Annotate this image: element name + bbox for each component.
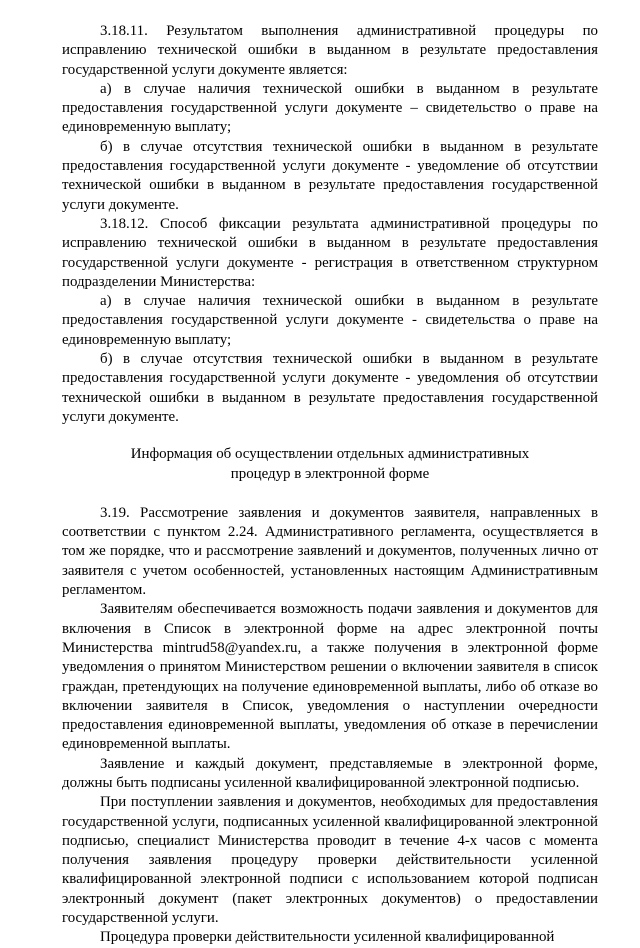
paragraph-3-18-11-b: б) в случае отсутствия технической ошибки в выданном в результате предоставления государственной услуги документе - уведомление об отсутствии технической ошибки в выданном в результате предоставления государственной услуги документе.: [62, 138, 598, 213]
paragraph-3-18-11: 3.18.11. Результатом выполнения административной процедуры по исправлению технической ошибки в выданном в результате предоставления государственной услуги документе является:: [62, 23, 598, 78]
paragraph-3-18-12-b: б) в случае отсутствия технической ошибки в выданном в результате предоставления государственной услуги документе - уведомления об отсутствии технической ошибки в выданном в результате предоставления государственной услуги документе.: [62, 351, 598, 425]
paragraph-3-18-11-a: а) в случае наличия технической ошибки в выданном в результате предоставления государственной услуги документе – свидетельство о праве на единовременную выплату;: [62, 80, 598, 136]
spacer: [62, 484, 598, 504]
paragraph-signature-requirement: Заявление и каждый документ, представляемые в электронной форме, должны быть подписаны усиленной квалифицированной электронной подписью.: [62, 755, 598, 791]
paragraph-check-procedure: Процедура проверки действительности усиленной квалифицированной: [100, 929, 555, 946]
spacer: [62, 427, 598, 445]
paragraph-signature-check: При поступлении заявления и документов, необходимых для предоставления государственной услуги, подписанных усиленной квалифицированной электронной подписью, специалист Министерства проводит в течение 4-х часов с момента получения заявления процедуру проверки действительности усиленной квалифицированной электронной подписи с использованием которой подписан электронный документ (пакет электронных документов) о предоставлении государственной услуги.: [62, 794, 598, 927]
paragraph-3-18-12-a: а) в случае наличия технической ошибки в выданном в результате предоставления государственной услуги документе - свидетельства о праве на единовременную выплату;: [62, 293, 598, 348]
section-heading-line-2: процедур в электронной форме: [230, 465, 430, 482]
section-heading-line-1: Информация об осуществлении отдельных административных: [130, 446, 530, 463]
paragraph-3-18-12: 3.18.12. Способ фиксации результата административной процедуры по исправлению технической ошибки в выданном в результате предоставления государственной услуги документе - регистрация в ответственном структурном подразделении Министерства:: [62, 215, 598, 290]
paragraph-3-19: 3.19. Рассмотрение заявления и документов заявителя, направленных в соответствии с пунктом 2.24. Административного регламента, осуществляется в том же порядке, что и рассмотрение заявлений и документов, полученных лично от заявителя с учетом особенностей, установленных настоящим Административным регламентом.: [62, 504, 598, 599]
document-page: [62, 22, 598, 948]
paragraph-electronic-submission: Заявителям обеспечивается возможность подачи заявления и документов для включения в Список в электронной форме на адрес электронной почты Министерства mintrud58@yandex.ru, а также получения в электронной форме уведомления о принятом Министерством решении о включении заявителя в список граждан, претендующих на получение единовременной выплаты, либо об отказе во включении заявителя в Список, уведомления о наступлении очередности предоставления единовременной выплаты, уведомления об отказе в перечислении единовременной выплаты.: [62, 601, 598, 753]
